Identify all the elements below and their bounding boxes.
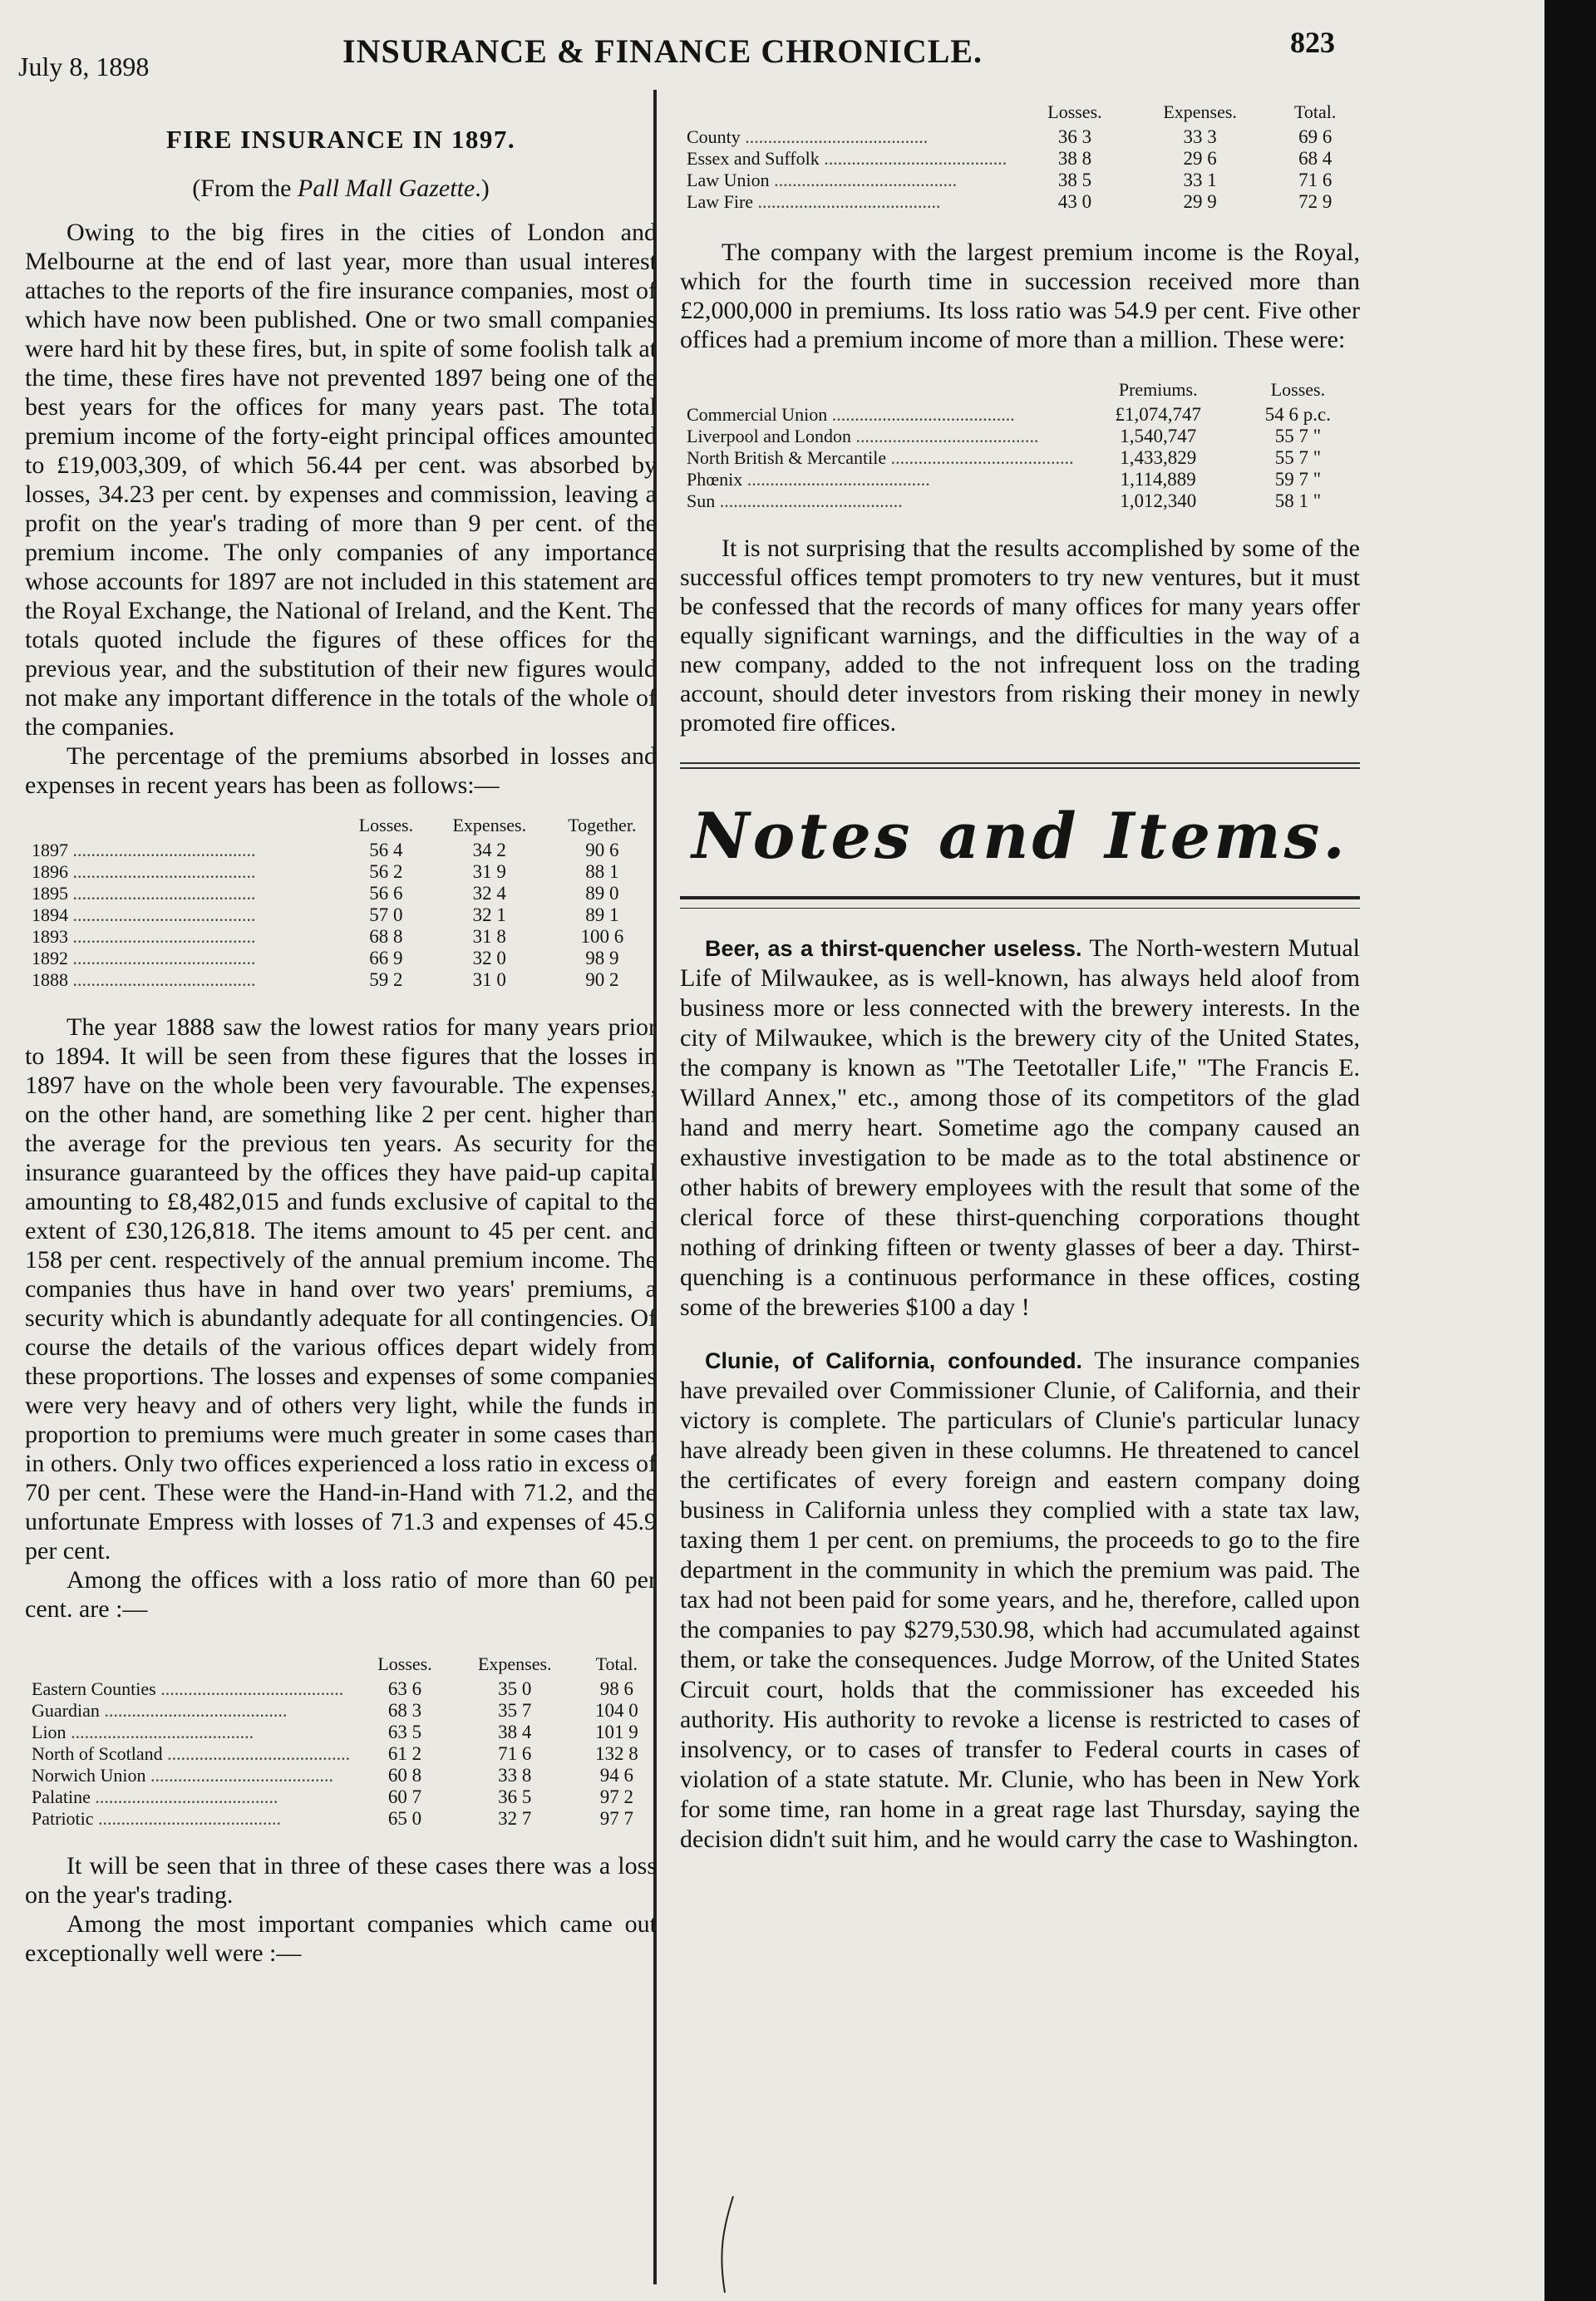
news-item [680, 934, 1360, 1323]
table-row [680, 447, 1360, 469]
dot-leader: ........................................ [145, 1765, 333, 1786]
row-value: 55 7 " [1274, 447, 1322, 468]
row-label [680, 469, 1081, 490]
row-label-text: Commercial Union [687, 404, 828, 425]
table-header: Losses. [358, 815, 414, 835]
row-value: 71 6 [498, 1743, 532, 1764]
row-label [680, 404, 1081, 426]
row-value: 32 4 [472, 883, 506, 904]
row-value: 36 5 [498, 1786, 532, 1807]
well-performing-offices-table [680, 101, 1360, 213]
dot-leader: ........................................ [162, 1743, 351, 1764]
table-header: Premiums. [1118, 379, 1198, 400]
row-label [25, 1786, 357, 1808]
article-source [25, 175, 657, 203]
dot-leader: ........................................ [827, 404, 1015, 425]
dot-leader: ........................................ [819, 148, 1007, 169]
dot-leader: ........................................ [68, 969, 256, 990]
source-suffix: .) [475, 175, 490, 202]
row-value: 69 6 [1298, 126, 1332, 147]
row-value: 97 2 [599, 1786, 633, 1807]
article-paragraph: Among the most important companies which came out exceptionally well were :— [25, 1910, 657, 1967]
row-label-text: 1892 [32, 948, 68, 968]
row-value: 56 4 [369, 840, 403, 860]
row-value: 31 8 [472, 926, 506, 947]
table-header: Total. [1293, 101, 1337, 122]
dot-leader: ........................................ [68, 861, 256, 882]
row-value: 101 9 [594, 1722, 638, 1742]
dot-leader: ........................................ [715, 490, 903, 511]
row-value: 55 7 " [1274, 426, 1322, 446]
row-value: 32 0 [472, 948, 506, 968]
table-header [25, 815, 341, 840]
row-value: 60 8 [387, 1765, 422, 1786]
row-value: 98 9 [585, 948, 619, 968]
article-paragraph: Among the offices with a loss ratio of more than 60 per cent. are :— [25, 1566, 657, 1623]
row-label [680, 170, 1020, 191]
row-value: 34 2 [472, 840, 506, 860]
row-label-text: 1888 [32, 969, 68, 990]
table-header: Losses. [377, 1653, 432, 1674]
row-label [680, 148, 1020, 170]
table-row [680, 426, 1360, 447]
row-value: 63 6 [387, 1678, 422, 1699]
row-value: 68 3 [387, 1700, 422, 1721]
dot-leader: ........................................ [66, 1722, 254, 1742]
row-value: 59 2 [369, 969, 403, 990]
news-item-title: Clunie, of California, confounded. [705, 1348, 1083, 1373]
row-label-text: Phœnix [687, 469, 743, 490]
news-item-title: Beer, as a thirst-quencher useless. [705, 936, 1082, 961]
notes-and-items-heading: Notes and Items. [692, 799, 1348, 873]
book-binding-edge [1544, 0, 1596, 2301]
row-label [25, 861, 341, 883]
article-paragraph: It is not surprising that the results accomplished by some of the successful offices tempt promoters to try new ventures, but it must be confessed that the records of many offices for many years offer equally significant warnings, and the difficulties in the way of a new company, added to the not infrequent loss on the trading account, should deter investors from risking their money in newly promoted fire offices. [680, 535, 1360, 737]
dot-leader: ........................................ [155, 1678, 344, 1699]
row-label [680, 490, 1081, 512]
row-label-text: Essex and Suffolk [687, 148, 820, 169]
left-column [25, 91, 657, 1968]
row-value: 56 6 [369, 883, 403, 904]
table-row [25, 1743, 657, 1765]
row-label-text: 1896 [32, 861, 68, 882]
row-label [680, 191, 1020, 213]
row-label-text: Lion [32, 1722, 66, 1742]
row-label [25, 1722, 357, 1743]
row-value: 98 6 [599, 1678, 633, 1699]
row-label [25, 840, 341, 861]
row-label-text: North British & Mercantile [687, 447, 887, 468]
table-header: Together. [568, 815, 637, 835]
row-label [25, 1808, 357, 1830]
row-label-text: Law Union [687, 170, 770, 190]
row-value: 1,114,889 [1120, 469, 1196, 490]
news-item-body: The North-western Mutual Life of Milwaukee, as is well-known, has always held aloof from business more or less connected with the brewery interests. In the city of Milwaukee, which is the brewery city of the United States, the company is known as "The Teetotaller Life," "The Francis E. Willard Annex," etc., among those of its competitors of the glad hand and merry heart. Sometime ago the company caused an exhaustive investigation to be made as to the total abstinence or other habits of brewery employees with the result that some of the clerical force of these thirst-quenching corporations thought nothing of drinking fifteen or twenty glasses of beer a day. Thirst-quenching is a continuous performance in these offices, costing some of the breweries $100 a day ! [680, 934, 1361, 1321]
row-label-text: 1895 [32, 883, 68, 904]
row-value: 38 5 [1057, 170, 1092, 190]
ratio-by-year-table [25, 815, 657, 991]
table-header [680, 101, 1020, 126]
dot-leader: ........................................ [68, 948, 256, 968]
table-header: Expenses. [452, 815, 527, 835]
table-row [25, 1808, 657, 1830]
table-header: Expenses. [1163, 101, 1237, 122]
table-row [25, 883, 657, 904]
dot-leader: ........................................ [742, 469, 930, 490]
row-label [25, 1700, 357, 1722]
news-item-body: The insurance companies have prevailed over Commissioner Clunie, of California, and their victory is complete. The particulars of Clunie's particular lunacy have already been given in these columns. He threatened to cancel the certificates of every foreign and eastern company doing business in California unless they complied with a state tax law, taxing them 1 per cent. on premiums, the proceeds to go to the fire department in the community in which the premium was paid. The tax had not been paid for some years, and he, therefore, called upon the companies to pay $279,530.98, which had accumulated against them, or take the consequences. Judge Morrow, of the United States Circuit court, holds that the commissioner has exceeded his authority. His authority to revoke a license is restricted to cases of insolvency, or to cases of transfer to Federal courts in cases of violation of a state statute. Mr. Clunie, who has been in New York for some time, ran home in a great rage last Thursday, saying the decision didn't suit him, and he would carry the case to Washington. [680, 1347, 1360, 1853]
table-row [25, 904, 657, 926]
table-row [25, 926, 657, 948]
heading-rule [680, 896, 1360, 899]
row-value: 63 5 [387, 1722, 422, 1742]
table-row [25, 969, 657, 991]
table-row [680, 191, 1360, 213]
row-label [25, 926, 341, 948]
table-row [25, 948, 657, 969]
article-paragraph: It will be seen that in three of these cases there was a loss on the year's trading. [25, 1852, 657, 1909]
table-row [25, 1722, 657, 1743]
dot-leader: ........................................ [753, 191, 941, 212]
table-header: Total. [595, 1653, 638, 1674]
row-label [25, 948, 341, 969]
row-value: 89 1 [585, 904, 619, 925]
row-value: 33 1 [1183, 170, 1217, 190]
row-label-text: 1894 [32, 904, 68, 925]
dot-leader: ........................................ [68, 883, 256, 904]
article-paragraph: The percentage of the premiums absorbed in losses and expenses in recent years has been as follows:— [25, 742, 657, 799]
source-name: Pall Mall Gazette [297, 175, 475, 202]
table-row [25, 1786, 657, 1808]
row-value: 90 2 [585, 969, 619, 990]
heading-rule-thin [680, 908, 1360, 909]
row-value: 1,540,747 [1120, 426, 1197, 446]
row-value: 90 6 [585, 840, 619, 860]
section-divider [680, 762, 1360, 769]
row-value: 89 0 [585, 883, 619, 904]
row-label-text: Sun [687, 490, 716, 511]
row-label-text: Patriotic [32, 1808, 94, 1829]
dot-leader: ........................................ [99, 1700, 288, 1721]
row-value: 1,012,340 [1120, 490, 1197, 511]
source-prefix: (From the [192, 175, 298, 202]
row-value: 88 1 [585, 861, 619, 882]
publication-title: INSURANCE & FINANCE CHRONICLE. [342, 32, 983, 70]
row-value: 33 3 [1183, 126, 1217, 147]
dot-leader: ........................................ [850, 426, 1039, 446]
table-header [680, 379, 1081, 404]
table-row [25, 840, 657, 861]
row-value: 97 7 [599, 1808, 633, 1829]
row-value: 38 4 [498, 1722, 532, 1742]
row-value: 33 8 [498, 1765, 532, 1786]
table-row [680, 126, 1360, 148]
row-label-text: Norwich Union [32, 1765, 146, 1786]
table-header: Expenses. [477, 1653, 552, 1674]
row-value: 31 0 [472, 969, 506, 990]
row-value: 132 8 [594, 1743, 638, 1764]
row-value: 94 6 [599, 1765, 633, 1786]
row-label-text: Law Fire [687, 191, 754, 212]
million-premium-offices-table [680, 379, 1360, 512]
row-value: 36 3 [1057, 126, 1092, 147]
page-number: 823 [1290, 26, 1335, 59]
row-value: 38 8 [1057, 148, 1092, 169]
article-paragraph: Owing to the big fires in the cities of London and Melbourne at the end of last year, more than usual interest attaches to the reports of the fire insurance companies, most of which have now been published. One or two small companies were hard hit by these fires, but, in spite of some foolish talk at the time, these fires have not prevented 1897 being one of the best years for the offices for many years past. The total premium income of the forty-eight principal offices amounted to £19,003,309, of which 56.44 per cent. was absorbed by losses, 34.23 per cent. by expenses and commission, leaving a profit on the year's trading of more than 9 per cent. of the premium income. The only companies of any importance whose accounts for 1897 are not included in this statement are the Royal Exchange, the National of Ireland, and the Kent. The totals quoted include the figures of these offices for the previous year, and the substitution of their new figures would not make any important difference in the totals of the whole of the companies. [25, 219, 657, 741]
table-row [680, 490, 1360, 512]
row-label [25, 904, 341, 926]
row-label-text: Guardian [32, 1700, 100, 1721]
dot-leader: ........................................ [740, 126, 929, 147]
row-label-text: County [687, 126, 741, 147]
row-value: 65 0 [387, 1808, 422, 1829]
row-value: 60 7 [387, 1786, 422, 1807]
table-header: Losses. [1270, 379, 1326, 400]
row-value: 68 8 [369, 926, 403, 947]
dot-leader: ........................................ [886, 447, 1074, 468]
table-row [25, 861, 657, 883]
row-value: 43 0 [1057, 191, 1092, 212]
row-label-text: 1897 [32, 840, 68, 860]
row-value: 35 7 [498, 1700, 532, 1721]
article-paragraph: The company with the largest premium income is the Royal, which for the fourth time in succession received more than £2,000,000 in premiums. Its loss ratio was 54.9 per cent. Five other offices had a premium income of more than a million. These were: [680, 239, 1360, 353]
row-value: 29 9 [1183, 191, 1217, 212]
dot-leader: ........................................ [90, 1786, 278, 1807]
row-value: 66 9 [369, 948, 403, 968]
row-value: 32 7 [498, 1808, 532, 1829]
row-label [25, 883, 341, 904]
row-value: 56 2 [369, 861, 403, 882]
row-value: 29 6 [1183, 148, 1217, 169]
row-value: 32 1 [472, 904, 506, 925]
row-value: 68 4 [1298, 148, 1332, 169]
row-label-text: North of Scotland [32, 1743, 163, 1764]
row-value: 104 0 [594, 1700, 638, 1721]
table-header: Losses. [1047, 101, 1102, 122]
table-row [680, 469, 1360, 490]
row-value: 72 9 [1298, 191, 1332, 212]
row-label [25, 1743, 357, 1765]
row-label-text: Palatine [32, 1786, 91, 1807]
row-value: 100 6 [580, 926, 624, 947]
article-paragraph: The year 1888 saw the lowest ratios for many years prior to 1894. It will be seen from these figures that the losses in 1897 have on the whole been very favourable. The expenses, on the other hand, are something like 2 per cent. higher than the average for the previous ten years. As security for the insurance guaranteed by the offices they have paid-up capital amounting to £8,482,015 and funds exclusive of capital to the extent of £30,126,818. The items amount to 45 per cent. and 158 per cent. respectively of the annual premium income. The companies thus have in hand over two years' premiums, a security which is abundantly adequate for all contingencies. Of course the details of the various offices depart widely from these proportions. The losses and expenses of some companies were very heavy and of others very light, while the funds in proportion to premiums were much greater in some cases than in others. Only two offices experienced a loss ratio in excess of 70 per cent. These were the Hand-in-Hand with 71.2, and the unfortunate Empress with losses of 71.3 and expenses of 45.9 per cent. [25, 1013, 657, 1564]
row-value: 58 1 " [1274, 490, 1322, 511]
row-label [680, 126, 1020, 148]
dot-leader: ........................................ [68, 904, 256, 925]
row-value: 71 6 [1298, 170, 1332, 190]
dot-leader: ........................................ [769, 170, 958, 190]
row-value: 35 0 [498, 1678, 532, 1699]
dot-leader: ........................................ [68, 926, 256, 947]
news-item [680, 1346, 1360, 1855]
row-label-text: Liverpool and London [687, 426, 851, 446]
row-label [25, 969, 341, 991]
page-header [18, 22, 1340, 81]
table-row [25, 1765, 657, 1786]
row-label-text: 1893 [32, 926, 68, 947]
right-column [670, 91, 1360, 1878]
row-value: 31 9 [472, 861, 506, 882]
row-value: 1,433,829 [1120, 447, 1197, 468]
table-row [680, 404, 1360, 426]
high-loss-offices-table [25, 1653, 657, 1830]
row-label [25, 1678, 357, 1700]
table-header [25, 1653, 357, 1678]
table-row [25, 1700, 657, 1722]
table-row [680, 170, 1360, 191]
row-label-text: Eastern Counties [32, 1678, 156, 1699]
dot-leader: ........................................ [68, 840, 256, 860]
row-value: 59 7 " [1274, 469, 1322, 490]
row-value: £1,074,747 [1115, 404, 1201, 425]
row-label [25, 1765, 357, 1786]
article-title: FIRE INSURANCE IN 1897. [165, 125, 516, 154]
row-value: 57 0 [369, 904, 403, 925]
ink-mark [715, 2195, 740, 2294]
row-value: 54 6 p.c. [1264, 404, 1332, 425]
row-value: 61 2 [387, 1743, 422, 1764]
table-row [680, 148, 1360, 170]
row-label [680, 426, 1081, 447]
row-label [680, 447, 1081, 469]
table-row [25, 1678, 657, 1700]
header-date: July 8, 1898 [18, 52, 150, 81]
dot-leader: ........................................ [93, 1808, 282, 1829]
